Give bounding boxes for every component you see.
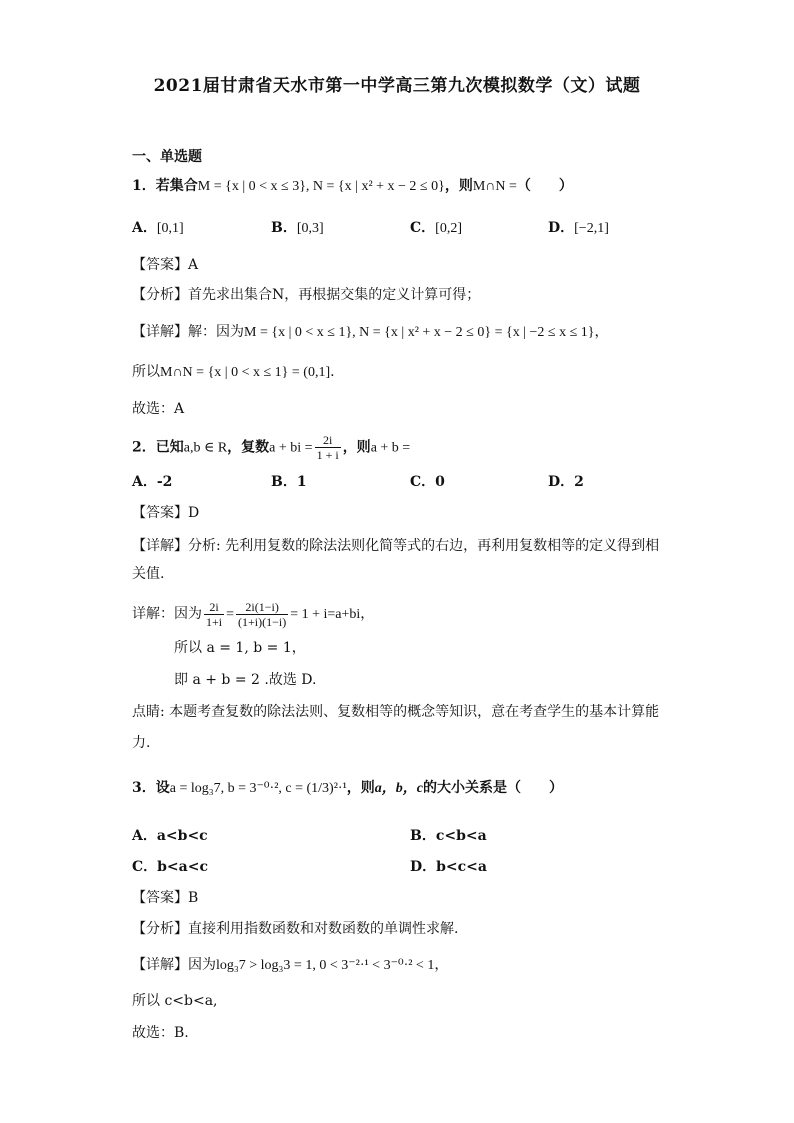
q3-so: 所以 c<b<a, xyxy=(132,993,218,1009)
page-title: 2021届甘肃省天水市第一中学高三第九次模拟数学（文）试题 xyxy=(153,76,641,96)
q3-stem-vars: a，b，c xyxy=(374,781,423,796)
q1-stem-text: 1．若集合 xyxy=(132,178,198,194)
q3-stem-text-3: 的大小关系是（ ） xyxy=(423,780,563,796)
q1-conclusion xyxy=(132,362,694,383)
q2-detail-line-1 xyxy=(132,536,694,556)
option-label: A． xyxy=(132,220,157,236)
q2-note-line-2: 力. xyxy=(132,735,151,751)
q2-stem-text: 2．已知 xyxy=(132,439,184,456)
detail-math: log₃7 > log₃3 = 1, 0 < 3⁻²·¹ < 3⁻⁰·² < 1 xyxy=(216,958,435,973)
q3-detail xyxy=(132,955,694,976)
q1-stem-math-2: M∩N = xyxy=(472,179,517,194)
detail-text-end: ， xyxy=(594,324,609,340)
calc-result: = 1 + i=a+bi xyxy=(290,607,361,622)
detail-text: 解：因为 xyxy=(188,324,244,340)
q2-stem-text-3: ，则 xyxy=(342,439,371,456)
section-heading: 一、单选题 xyxy=(132,149,202,165)
q2-stem-fraction xyxy=(315,433,341,462)
option-value: [0,3] xyxy=(296,221,324,236)
q2-stem-math-2: a + bi = xyxy=(269,440,313,456)
answer-value: B xyxy=(188,890,199,906)
fraction-denominator: 1 + i xyxy=(316,448,339,462)
q3-analysis xyxy=(132,919,694,939)
q2-answer xyxy=(132,503,694,523)
calc-fraction-1 xyxy=(204,600,224,629)
detail-math: M = {x | 0 < x ≤ 1}, N = {x | x² + x − 2 ≤ 0} = {x | −2 ≤ x ≤ 1} xyxy=(244,325,595,340)
conclusion-text: 所以 xyxy=(132,364,160,380)
q3-choose: 故选：B. xyxy=(132,1025,189,1041)
q3-answer xyxy=(132,888,694,908)
option-label: D． xyxy=(548,220,575,236)
q3-option-d: D．b<c<a xyxy=(410,859,487,875)
answer-value: D xyxy=(188,505,200,521)
detail-text-end: ， xyxy=(434,957,449,973)
q1-stem-math: M = {x | 0 < x ≤ 3}, N = {x | x² + x − 2 ≤ 0} xyxy=(197,179,445,194)
q3-stem-text: 3．设 xyxy=(132,780,170,796)
option-value: [−2,1] xyxy=(574,221,609,236)
q3-option-a: A．a<b<c xyxy=(132,828,208,844)
answer-tag: 【答案】 xyxy=(132,257,188,273)
q3-stem-text-2: ，则 xyxy=(346,780,375,796)
option-label: B． xyxy=(271,220,297,236)
q2-calculation xyxy=(132,598,694,630)
q1-option-a xyxy=(132,218,184,239)
q2-then: 即 a + b = 2 .故选 D. xyxy=(174,672,317,688)
q1-stem-text-2: ，则 xyxy=(444,178,473,194)
q3-stem-math: a = log₃7, b = 3⁻⁰·², c = (1/3)²·¹ xyxy=(169,781,347,796)
q2-option-c: C．0 xyxy=(410,474,445,490)
q1-stem xyxy=(132,176,694,197)
detail-tag: 【详解】 xyxy=(132,957,188,973)
q1-stem-paren: （ ） xyxy=(516,178,573,194)
calc-text: 详解：因为 xyxy=(132,606,202,622)
calc-fraction-2 xyxy=(236,600,288,629)
q2-note-line-1: 点睛: 本题考查复数的除法法则、复数相等的概念等知识，意在考查学生的基本计算能 xyxy=(132,704,660,720)
calc-equals: = xyxy=(226,607,235,622)
conclusion-math: M∩N = {x | 0 < x ≤ 1} = (0,1] xyxy=(160,365,331,380)
q2-stem-math: a,b ∈ R xyxy=(183,440,228,456)
q1-analysis xyxy=(132,285,694,305)
fraction-denominator: (1+i)(1−i) xyxy=(238,614,287,629)
q1-answer xyxy=(132,255,694,275)
q1-option-d xyxy=(548,218,609,239)
detail-text: 因为 xyxy=(188,957,216,973)
q2-stem-math-3: a + b = xyxy=(370,440,411,456)
q2-option-d: D．2 xyxy=(548,474,584,490)
q3-option-c: C．b<a<c xyxy=(132,859,208,875)
analysis-text: 首先求出集合N，再根据交集的定义计算可得； xyxy=(188,287,481,303)
q1-detail xyxy=(132,322,694,343)
q2-so: 所以 a = 1, b = 1， xyxy=(174,640,306,656)
q1-choose: 故选：A xyxy=(132,401,185,417)
q3-stem xyxy=(132,778,694,799)
q2-stem-text-2: ，复数 xyxy=(227,439,270,456)
detail-tag: 【详解】 xyxy=(132,324,188,340)
detail-text: 分析: 先利用复数的除法法则化简等式的右边，再利用复数相等的定义得到相 xyxy=(188,538,660,554)
calc-end: ， xyxy=(360,606,375,622)
q2-stem xyxy=(132,433,694,462)
fraction-numerator: 2i(1−i) xyxy=(236,600,288,615)
answer-value: A xyxy=(188,257,199,273)
fraction-numerator: 2i xyxy=(204,600,224,615)
answer-tag: 【答案】 xyxy=(132,505,188,521)
q1-option-b xyxy=(271,218,324,239)
q3-option-b: B．c<b<a xyxy=(410,828,487,844)
option-value: [0,2] xyxy=(435,221,462,236)
option-label: C． xyxy=(410,220,436,236)
analysis-tag: 【分析】 xyxy=(132,287,188,303)
answer-tag: 【答案】 xyxy=(132,890,188,906)
q2-option-a: A．-2 xyxy=(132,474,173,490)
conclusion-end: . xyxy=(330,364,335,380)
analysis-tag: 【分析】 xyxy=(132,921,188,937)
detail-tag: 【详解】 xyxy=(132,538,188,554)
q2-detail-line-2: 关值. xyxy=(132,566,165,582)
analysis-text: 直接利用指数函数和对数函数的单调性求解. xyxy=(188,921,459,937)
fraction-denominator: 1+i xyxy=(206,614,223,629)
q2-option-b: B．1 xyxy=(271,474,307,490)
q1-option-c xyxy=(410,218,462,239)
option-value: [0,1] xyxy=(156,221,184,236)
fraction-numerator: 2i xyxy=(315,433,341,448)
